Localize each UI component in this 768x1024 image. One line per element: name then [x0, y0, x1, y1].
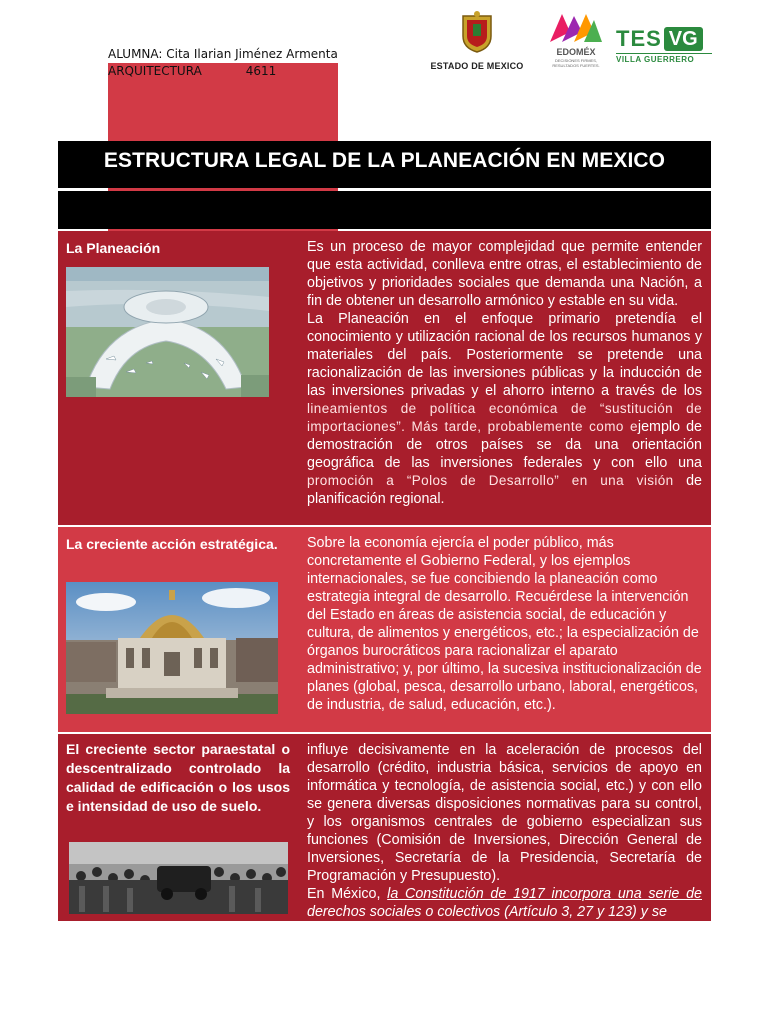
- section-paragraph: Sobre la economía ejercía el poder público, más concretamente el Gobierno Federal, y los ejemplos internacionales, se fue concibiendo la planeación como estrategia integral de desarrollo. Recuérdese la intervención del Estado en áreas de asistencia social, de educación y cultura, de alimentos y energéticos, etc.; la especialización de órganos burocráticos para racionalizar el aparato administrativo; y, por último, la sucesiva institucionalización de planes (global, pesca, desarrollo urbano, laboral, energéticos, de industria, de salud, educación, etc.).: [307, 535, 702, 713]
- section-planeacion: [58, 231, 711, 525]
- student-name: ALUMNA: Cita Ilarian Jiménez Armenta: [108, 47, 338, 61]
- edomex-mark-icon: [548, 10, 604, 44]
- tes-letters: TES: [616, 26, 662, 51]
- edomex-logo: [546, 10, 606, 68]
- section-paragraph-f: de planificación regional.: [307, 473, 702, 507]
- coat-of-arms-icon: [457, 10, 497, 54]
- section-accion-estrategica: [58, 527, 711, 732]
- black-divider-bar: [58, 191, 711, 229]
- section-heading: La Planeación: [66, 240, 161, 256]
- section-paragraph-e: promoción a “Polos de Desarrollo” en una visión: [307, 473, 674, 488]
- constitution-1917-text: la Constitución de 1917 incorpora una serie de: [387, 886, 702, 902]
- palacio-bellas-artes-image: [66, 582, 278, 714]
- document-title: ESTRUCTURA LEGAL DE LA PLANEACIÓN EN MEXICO: [103, 149, 666, 172]
- section-heading: El creciente sector paraestatal o descentralizado controlado la calidad de edificación o los usos e intensidad de uso de suelo.: [66, 741, 290, 814]
- tes-sub: VILLA GUERRERO: [616, 53, 712, 64]
- title-block: [58, 141, 711, 188]
- section-paragraph-tail: derechos sociales o colectivos (Artículo 3, 27 y 123) y se: [307, 904, 667, 920]
- section-paragraph-a: Es un proceso de mayor complejidad que permite entender que esta actividad, conlleva entre otras, el establecimiento de objetivos y prioridades sociales que demanda una Nación, a fin de obtener un desarrollo armónico y estable en su vida.: [307, 239, 702, 309]
- section-heading: La creciente acción estratégica.: [66, 536, 278, 552]
- estado-label: ESTADO DE MEXICO: [430, 61, 524, 71]
- section-paragraph-b: La Planeación en el enfoque primario pretendía el conocimiento y utilización racional de los recursos humanos y materiales del país. Posteriormente se pretende una racionalización de las inversiones públicas y la inducción de las inversiones privadas y el ahorro interno a través de los: [307, 311, 702, 399]
- career-label: ARQUITECTURA: [108, 64, 202, 78]
- section-paragraph-d: jemplo de demostración de otros países se da una orientación geográfica de las inversiones federales y con ello una: [307, 419, 702, 471]
- estado-de-mexico-logo: [424, 10, 530, 71]
- section-sector-paraestatal: [58, 734, 711, 921]
- historic-crowd-photo: [69, 842, 288, 914]
- edomex-label: EDOMÉX: [556, 47, 596, 57]
- airport-aerial-image: [66, 267, 269, 397]
- edomex-tagline: DECISIONES FIRMES, RESULTADOS FUERTES.: [552, 58, 600, 68]
- section-paragraph-c: lineamientos de política económica de “sustitución de importaciones”. Más tarde, probablemente como e: [307, 401, 702, 434]
- section-paragraph-lead: En México,: [307, 886, 388, 902]
- section-paragraph: influye decisivamente en la aceleración de procesos del desarrollo (crédito, industria básica, servicios de apoyo en informática y tecnología, de asistencia social, etc.) y con ello se genera diversas disposiciones normativas para su control, y los organismos centrales de gobierno especializan sus funciones (Comisión de Inversiones, Dirección General de Inversiones, Secretaría de la Presidencia, Secretaría de Programación y Presupuesto).: [307, 742, 702, 884]
- tesvg-logo: [616, 26, 712, 64]
- tes-box: VG: [664, 27, 703, 51]
- student-number: 4611: [245, 64, 277, 78]
